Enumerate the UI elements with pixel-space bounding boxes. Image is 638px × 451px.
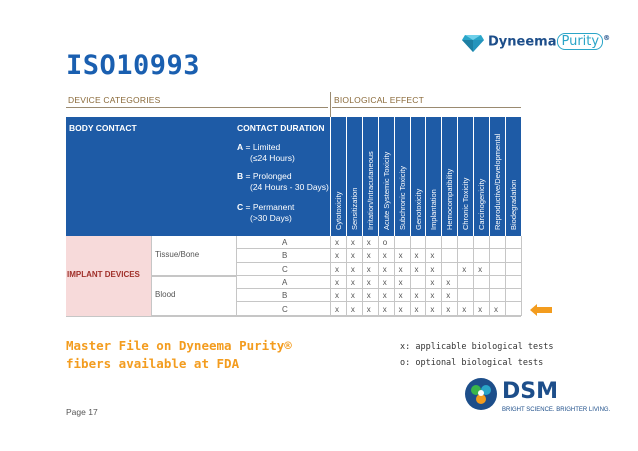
legend-x: x: applicable biological tests — [400, 342, 554, 352]
dyneema-purity-logo — [462, 32, 622, 56]
dsm-logo — [462, 375, 612, 425]
test-cell: x — [398, 251, 403, 261]
grid-divider — [410, 236, 411, 316]
test-cell: x — [430, 304, 435, 314]
diamond-icon — [462, 34, 484, 52]
duration-b: B = Prolonged — [237, 171, 292, 181]
effect-column-divider — [489, 117, 490, 236]
effect-label: Hemocompatibility — [445, 168, 455, 230]
effect-label: Irritation/Intracutaneous — [365, 151, 375, 230]
test-cell: x — [350, 291, 355, 301]
test-cell: x — [335, 277, 339, 287]
test-cell: x — [446, 277, 451, 287]
test-cell: x — [398, 291, 403, 301]
test-cell: o — [382, 238, 388, 247]
effect-label: Carcinogenicity — [477, 178, 487, 230]
duration-b-detail: (24 Hours - 30 Days) — [250, 182, 329, 192]
test-cell: x — [446, 304, 451, 314]
test-cell: x — [350, 264, 355, 274]
grid-divider — [473, 236, 474, 316]
grid-divider — [441, 236, 442, 316]
test-cell: x — [414, 291, 419, 301]
test-cell: x — [350, 238, 355, 247]
device-categories-header: DEVICE CATEGORIES — [68, 95, 161, 105]
slide-title: ISO10993 — [66, 50, 201, 81]
grid-divider — [346, 236, 347, 316]
effect-column-divider — [505, 117, 506, 236]
effect-label: Reproductive/Developmental — [493, 133, 502, 230]
brand-name-suffix: Purity — [557, 33, 603, 50]
test-cell: x — [350, 251, 355, 261]
test-cell: x — [350, 304, 355, 314]
test-cell: x — [382, 264, 387, 274]
test-cell: x — [430, 251, 435, 261]
duration-a-detail: (≤24 Hours) — [250, 153, 295, 163]
grid-divider — [521, 236, 522, 316]
effect-column-divider — [378, 117, 379, 236]
page-number: Page 17 — [66, 407, 98, 417]
effect-label: Chronic Toxicity — [461, 177, 471, 230]
effect-column-divider — [410, 117, 411, 236]
test-cell: x — [398, 264, 403, 274]
test-cell: x — [430, 291, 435, 301]
duration-cell: B — [282, 291, 288, 301]
legend — [400, 339, 554, 371]
test-cell: x — [430, 264, 435, 274]
effect-column-divider — [362, 117, 363, 236]
duration-a: A = Limited — [237, 142, 281, 152]
effect-label: Implantation — [429, 189, 439, 230]
test-cell: x — [366, 277, 371, 287]
test-cell: x — [382, 304, 387, 314]
header-divider — [332, 107, 521, 108]
dsm-tagline: BRIGHT SCIENCE. BRIGHTER LIVING. — [502, 407, 611, 413]
test-cell: x — [382, 291, 387, 301]
test-cell: x — [414, 304, 419, 314]
grid-divider — [330, 236, 331, 316]
brand-name-main: Dyneema — [488, 34, 557, 50]
master-file-note — [66, 337, 292, 373]
test-cell: x — [462, 264, 467, 274]
test-cell: x — [382, 251, 387, 261]
grid-divider — [378, 236, 379, 316]
test-cell: x — [366, 264, 371, 274]
implant-devices-label: IMPLANT DEVICES — [67, 270, 140, 279]
grid-divider — [236, 236, 237, 316]
effect-column-divider — [457, 117, 458, 236]
effect-column-divider — [473, 117, 474, 236]
biological-effect-header: BIOLOGICAL EFFECT — [334, 95, 424, 105]
header-divider — [66, 107, 328, 108]
arrow-left-icon — [530, 304, 552, 316]
effect-label: Sensitization — [349, 187, 359, 230]
effect-column-divider — [441, 117, 442, 236]
test-cell: x — [335, 291, 339, 301]
duration-cell: C — [282, 304, 288, 314]
test-cell: x — [382, 277, 387, 287]
test-cell: x — [414, 264, 419, 274]
test-cell: x — [335, 304, 339, 314]
test-cell: x — [398, 277, 403, 287]
subgroup-tissue-bone: Tissue/Bone — [155, 250, 200, 259]
test-cell: x — [494, 304, 498, 314]
effect-column-divider — [330, 117, 331, 236]
effect-label: Genotoxicity — [413, 188, 423, 230]
grid-divider — [362, 236, 363, 316]
test-cell: x — [350, 277, 355, 287]
test-cell: x — [478, 264, 483, 274]
test-cell: x — [366, 304, 371, 314]
effect-label: Biodegradation — [508, 179, 518, 230]
effect-column-divider — [394, 117, 395, 236]
brand-mark: ® — [603, 34, 611, 42]
legend-o: o: optional biological tests — [400, 358, 544, 368]
effect-label: Subchronic Toxicity — [397, 165, 407, 230]
test-cell: x — [430, 277, 435, 287]
effect-label: Acute Systemic Toxicity — [381, 151, 391, 230]
test-cell: x — [478, 304, 483, 314]
test-cell: x — [446, 291, 451, 301]
test-cell: x — [366, 251, 371, 261]
duration-cell: A — [282, 238, 288, 247]
grid-divider — [425, 236, 426, 316]
test-cell: x — [414, 251, 419, 261]
grid-divider — [66, 316, 521, 317]
duration-c-detail: (>30 Days) — [250, 213, 292, 223]
test-cell: x — [366, 291, 371, 301]
master-file-line2: fibers available at FDA — [66, 356, 240, 371]
body-contact-label: BODY CONTACT — [69, 123, 137, 133]
subgroup-blood: Blood — [155, 290, 176, 299]
grid-divider — [489, 236, 490, 316]
test-cell: x — [335, 264, 339, 274]
duration-cell: A — [282, 277, 288, 287]
test-cell: x — [335, 251, 339, 261]
effect-column-divider — [346, 117, 347, 236]
master-file-line1: Master File on Dyneema Purity® — [66, 338, 292, 353]
duration-c: C = Permanent — [237, 202, 295, 212]
effect-column-divider — [425, 117, 426, 236]
duration-cell: B — [282, 251, 288, 261]
test-cell: x — [366, 238, 371, 247]
grid-divider — [394, 236, 395, 316]
contact-duration-label: CONTACT DURATION — [237, 123, 325, 133]
grid-divider — [505, 236, 506, 316]
dsm-emblem-icon — [464, 377, 498, 411]
test-cell: x — [335, 238, 339, 247]
effect-label: Cytotoxicity — [334, 191, 343, 230]
grid-divider — [151, 276, 236, 277]
duration-cell: C — [282, 264, 288, 274]
brand-name — [488, 34, 610, 49]
test-cell: x — [462, 304, 467, 314]
dsm-wordmark: DSM — [502, 379, 558, 404]
grid-divider — [457, 236, 458, 316]
test-cell: x — [398, 304, 403, 314]
